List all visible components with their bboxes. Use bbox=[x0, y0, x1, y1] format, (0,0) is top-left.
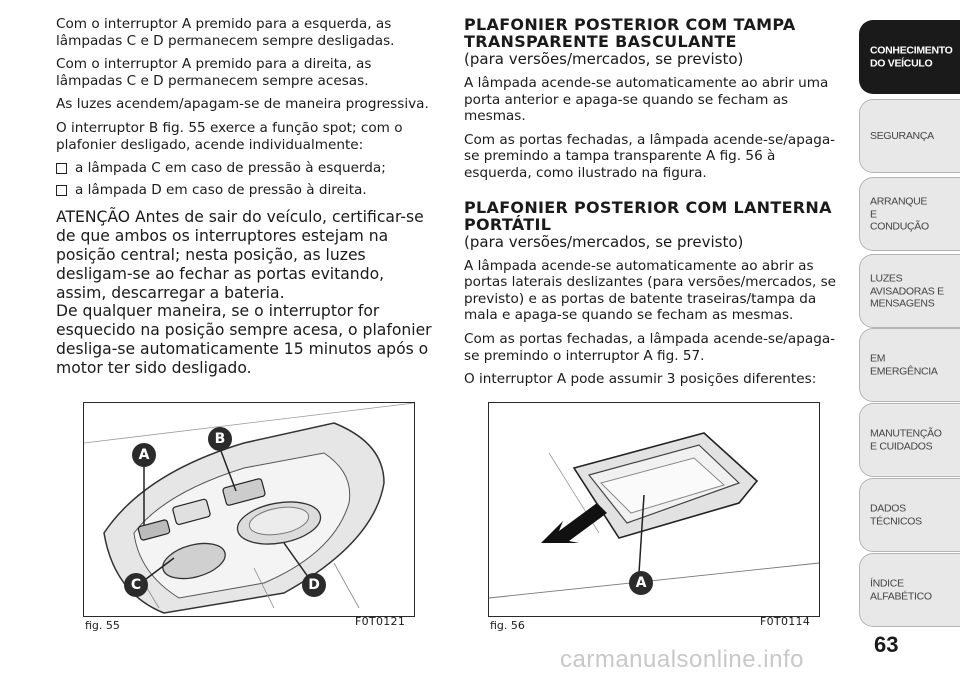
section-title: PLAFONIER POSTERIOR COM TAMPA TRANSPARENTE BASCULANTE bbox=[464, 15, 796, 51]
list-item bbox=[56, 182, 436, 199]
paragraph: Com as portas fechadas, a lâmpada acende-se/apaga-se premindo o interruptor A fig. 57. bbox=[464, 330, 836, 364]
callout-b: B bbox=[208, 427, 232, 451]
figure-code: F0T0121 bbox=[355, 615, 406, 628]
page-number: 63 bbox=[874, 632, 899, 657]
checkbox-bullet-icon bbox=[56, 185, 67, 196]
tab-label: MANUTENÇÃO E CUIDADOS bbox=[870, 427, 942, 452]
paragraph: As luzes acendem/apagam-se de maneira progressiva. bbox=[56, 96, 429, 113]
tab-label: ARRANQUE E CONDUÇÃO bbox=[870, 195, 929, 233]
list-item-text: a lâmpada D em caso de pressão à direita. bbox=[75, 181, 367, 198]
tab-label: ÍNDICE ALFABÉTICO bbox=[870, 577, 932, 602]
right-column bbox=[464, 16, 842, 395]
tab-seguranca[interactable] bbox=[859, 99, 960, 173]
warning-text: ATENÇÃO Antes de sair do veículo, certificar-se de que ambos os interruptores estejam na posição central; nesta posição, as luzes desligam-se ao fechar as portas evitando, assim, descarregar a bateria. bbox=[56, 208, 424, 302]
figure-56 bbox=[488, 402, 820, 617]
tab-arranque-e-conducao[interactable] bbox=[859, 177, 960, 251]
callout-d: D bbox=[302, 573, 326, 597]
paragraph: O interruptor B fig. 55 exerce a função spot; com o plafonier desligado, acende individualmente: bbox=[56, 119, 403, 153]
tab-label: LUZES AVISADORAS E MENSAGENS bbox=[870, 272, 944, 310]
tab-em-emergencia[interactable] bbox=[859, 328, 960, 402]
tab-conhecimento-do-veiculo[interactable] bbox=[859, 20, 960, 94]
callout-c: C bbox=[124, 573, 148, 597]
figure-label: fig. 55 bbox=[85, 619, 120, 632]
paragraph: Com o interruptor A premido para a direita, as lâmpadas C e D permanecem sempre acesas. bbox=[56, 56, 372, 89]
section-subtitle: (para versões/mercados, se previsto) bbox=[464, 50, 744, 68]
callout-a: A bbox=[629, 571, 653, 595]
chapter-sidebar bbox=[859, 0, 960, 678]
warning-text: De qualquer maneira, se o interruptor for esquecido na posição sempre acesa, o plafonier desliga-se automaticamente 15 minutos após o motor ter sido desligado. bbox=[56, 302, 432, 377]
list-item-text: a lâmpada C em caso de pressão à esquerda; bbox=[75, 160, 386, 177]
callout-a: A bbox=[132, 443, 156, 467]
tab-dados-tecnicos[interactable] bbox=[859, 478, 960, 552]
checkbox-bullet-icon bbox=[56, 163, 67, 174]
section-subtitle: (para versões/mercados, se previsto) bbox=[464, 232, 744, 251]
paragraph: A lâmpada acende-se automaticamente ao abrir as portas laterais deslizantes (para versões/mercados, se previsto) e as portas de batente traseiras/tampa da mala e apaga-se quando se fecham as mesmas. bbox=[464, 257, 837, 324]
tab-label: EM EMERGÊNCIA bbox=[870, 352, 938, 377]
tab-luzes-avisadoras[interactable] bbox=[859, 254, 960, 328]
paragraph: A lâmpada acende-se automaticamente ao abrir uma porta anterior e apaga-se quando se fecham as mesmas. bbox=[464, 75, 829, 125]
tab-label: CONHECIMENTO DO VEÍCULO bbox=[870, 44, 953, 69]
figure-55 bbox=[83, 402, 415, 617]
warning-block bbox=[56, 208, 436, 377]
tab-label: SEGURANÇA bbox=[870, 129, 934, 142]
left-column bbox=[56, 16, 436, 378]
tab-indice-alfabetico[interactable] bbox=[859, 553, 960, 627]
tab-manutencao-e-cuidados[interactable] bbox=[859, 403, 960, 477]
figure-code: F0T0114 bbox=[760, 615, 811, 628]
rear-light-illustration bbox=[489, 403, 819, 616]
watermark: carmanualsonline.info bbox=[560, 646, 804, 673]
section-title: PLAFONIER POSTERIOR COM LANTERNA PORTÁTIL bbox=[464, 197, 832, 234]
paragraph: Com as portas fechadas, a lâmpada acende-se/apaga-se premindo a tampa transparente A fig. 56 à esquerda, como ilustrado na figura. bbox=[464, 131, 836, 181]
paragraph: Com o interruptor A premido para a esquerda, as lâmpadas C e D permanecem sempre desligadas. bbox=[56, 16, 395, 49]
figure-label: fig. 56 bbox=[490, 619, 525, 632]
list-item bbox=[56, 160, 436, 177]
paragraph: O interruptor A pode assumir 3 posições diferentes: bbox=[464, 371, 817, 388]
tab-label: DADOS TÉCNICOS bbox=[870, 502, 922, 527]
